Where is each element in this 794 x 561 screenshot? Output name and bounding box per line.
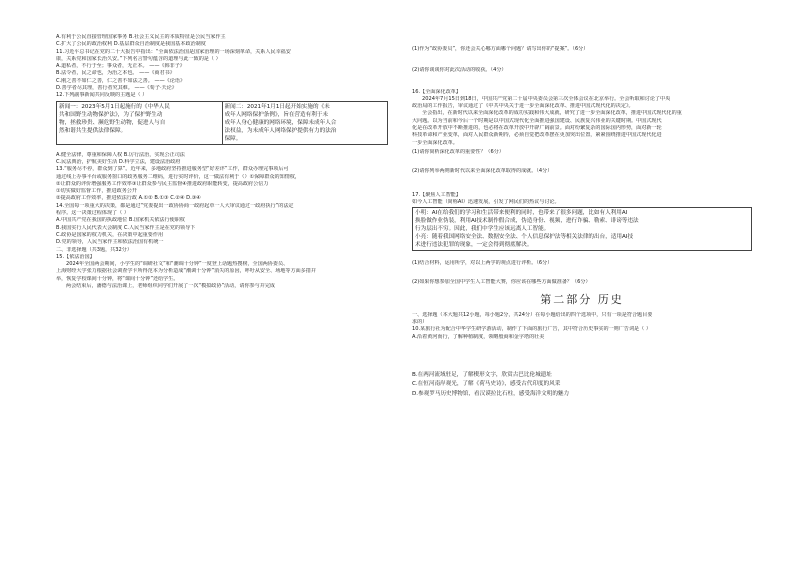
- text-line: C.扩大了公民的政治权利 D.基层群众自治制度是我国基本政治制度: [56, 41, 206, 48]
- text-line: 成年人网络保护条例》，旨在营造有利于未: [224, 111, 328, 118]
- text-line: B.我国实行人民代表大会制度 C.人民当家作主是在党的领导下: [56, 224, 196, 231]
- news-two: [222, 102, 388, 144]
- question-line: (2)如果你想参加全国中学生人工智能大赛，你应该在哪些方面做准备？（6分）: [412, 279, 591, 286]
- text-line: 10.某旅行社为配合中华学生研学游活动，制作了下面的旅行广告，其中符合历史事实的一则广告词是（ ）: [412, 326, 651, 333]
- text-line: 法权益，为未成年人网络保护提供有力的法治: [224, 127, 337, 134]
- text-line: 小明：AI在给我们的学习和生活带来便利的同时，也带来了很多问题，比如有人利用AI: [415, 210, 628, 217]
- text-line: ②提高政府工作效率，推进依法行政 A.①② B.①③ C.②④ D.③④: [56, 195, 201, 202]
- text-line: 13.“服务尽不停，群众到了算”。近年来，多地政府坚持推进服务型“好差评”工作，群众办理完事项后可: [56, 166, 289, 173]
- text-line: D.善学者尽其理，善行者究其难。 ——《荀子·天论》: [56, 85, 177, 92]
- answer-option: D.参观罗马历史博物馆，看汉谟拉比石柱，感受海洋文明的魅力: [412, 390, 570, 397]
- text-line: C.民法典治，护航美好生活 D.科学立法，建设法治政府: [56, 158, 181, 165]
- left-block-b: [56, 152, 388, 261]
- question-line: (1)请你简析深化改革的重要性？（6分）: [412, 148, 504, 155]
- question-line: (1)作为“政协委员”，你还会关心哪方面哪个问题？请写出你的“提案”。（6分）: [412, 46, 589, 52]
- text-line: 求的）: [412, 319, 428, 326]
- text-line: 2024年7月15日到18日，中国共产党第二十届中央委员会第三次全体会议在北京举行。全会听取和讨论了中央: [422, 95, 671, 102]
- text-line: 上海财经大学张力根据社会调查学卡所得范本为分析造成“潮调十分钟”消失的原因，呼吁从安全、场地等方面多措并: [56, 268, 316, 275]
- question-line: (2)请你列举两则新时代以来全面深化改革取得的成就。（4分）: [412, 168, 553, 175]
- text-line: 程序。这一决策过程体现了（ ）: [56, 210, 129, 217]
- right-block-e: [412, 312, 752, 341]
- text-line: A.健全法律，尊重和保障人权 B.厉行法治，实现公正司法: [56, 151, 185, 158]
- text-line: 2024年全国两会期间，小学生的“调研社文”和“潮调十分钟”一度登上话题热搜榜，全国两协委员、: [66, 261, 289, 268]
- text-line: 保障。: [224, 135, 242, 142]
- text-line: 新闻二：2021年1月1日起开始实施的《未: [224, 103, 330, 110]
- text-line: 一步全面深化改革。: [412, 139, 458, 146]
- right-column: [412, 0, 752, 399]
- text-line: 大问题。以为当前和今后一个时期是以中国式现代化全面推进强国建设、民族复兴伟业的关键时期。中国式现代: [412, 117, 662, 124]
- section-heading: 16.【全面深化改革】: [412, 88, 461, 95]
- text-line: 物，拯救珍贵、濒危野生动物，促进人与自: [59, 119, 166, 126]
- left-block-c: [56, 261, 388, 290]
- text-line: C.政协是国家的权力机关，在决策中起重要作用: [56, 231, 164, 238]
- text-line: C.刚之善不如仁之善，仁之善不如法之善。 ——《论语》: [56, 77, 186, 84]
- text-line: A.中国共产党在我国的执政地位 B.国家机关依法行使职权: [56, 217, 185, 224]
- answer-options: [412, 371, 752, 400]
- text-line: 术进行违法犯罪的现象，一定会得到彻底解决。: [415, 242, 533, 249]
- answer-option: C.在恒河南岸观光，了解《荷马史诗》，感受古代印度的风采: [412, 381, 561, 388]
- question-line: (2)请你谈谈你对此次活动的收获。（4分）: [412, 67, 507, 74]
- ai-quote-box: [412, 207, 752, 251]
- text-line: 举，恢复学校课间十分钟，将“课间十分钟”还给学生。: [56, 275, 179, 282]
- text-line: 12.下列副事新闻共同反映的主题是（ ）: [56, 92, 148, 99]
- text-line: 一、选择题（本大题共12小题，每小题2分，共24分）在每小题给出的四个选项中，只有一项是符合题目要: [412, 311, 653, 318]
- text-line: 二、非选择题（共3题，共32分）: [56, 246, 132, 253]
- text-line: 全会指出，在新时代以来全面深化改革的成功实践和伟大成就，研究了进一步全面深化改革，推进中国式现代化的重: [422, 110, 682, 117]
- text-line: ①切实做好监督工作，推进政务公开: [56, 188, 137, 195]
- text-line: 如今人工智能（简称AI）迅速发展，引发了网民们的热议与讨论。: [412, 198, 560, 205]
- text-line: A.道私者，不行于至；事众者，无正本。 ——《韩非子》: [56, 63, 185, 70]
- history-section-title: 第二部分 历史: [540, 292, 624, 306]
- text-line: 共和国野生动物保护法》，为了保护野生动: [59, 111, 163, 118]
- text-line: 康，关系党和国家长治久安。”下列名言警句蕴含的道理与此一致的是（ ）: [56, 55, 221, 62]
- text-line: 15.【依法治国】: [56, 253, 95, 260]
- text-line: 14.全国每一项重大的决策，都是通过“党委提出一政协协商一政府起草一人大审议通过一政府执行”的法定: [56, 202, 294, 209]
- left-column: [56, 0, 388, 290]
- text-line: 成年人身心健康的网络环境，保障未成年人合: [224, 119, 337, 126]
- text-line: B.法令者，民之命也，为治之本也。 ——《商君书》: [56, 70, 175, 77]
- news-table: [56, 101, 388, 145]
- text-line: D.党的领导，人民当家作主和依法治国有机统一: [56, 239, 164, 246]
- text-line: 化是在改革开放中不断推进的，也必将在改革开放中开辟广阔前景。面对纷繁复杂的国际国内形势，面对新一轮: [412, 125, 662, 132]
- text-line: 新闻一：2023年5月1日起施行的《中华人民: [59, 103, 170, 110]
- question-line: (1)结合材料，运用所学，对以上两学的观点进行评析。（6分）: [412, 260, 553, 267]
- answer-option: B.在两河流域驻足，了解楔形文字，欣赏古巴比伦城遗址: [412, 371, 552, 378]
- text-line: A.有利于公民直接管理国家事务 B.社会主义民主的本质特征是公民当家作主: [56, 34, 226, 40]
- text-line: 小亮：随着我国网络安全法、数据安全法、个人信息保护法等相关法律的出台，适用AI技: [415, 234, 634, 241]
- left-block-a: [56, 34, 388, 100]
- text-line: 通过线上办事平台或服务窗口的政务服务二维码，进行实时评价，这一做法有利于（）①保障群众的知情权，: [56, 173, 300, 180]
- text-line: 科技革命和产业变革，面对人民群众新期待，必须自觉把改革摆在更加突出位置，紧紧围绕推进中国式现代化进: [412, 132, 662, 139]
- text-line: ②让群众的评价增强服务工作效率③让群众参与民主监督④推进政府职能转变，提高政府公信力: [56, 180, 269, 187]
- text-line: 然和谐共生提供法律保障。: [59, 127, 127, 134]
- text-line: A.沿着黄河而行，了解种植制度，领略殷商和金字塔的壮美: [412, 333, 545, 340]
- section-heading: 17.【聚焦人工智能】: [412, 191, 461, 198]
- text-line: 11.习近平总书记在党的二十大报告中指出：“全面依法治国是国家治理的一场深刻革命，关系人民幸福安: [56, 48, 291, 55]
- text-line: 政治局的工作报告，审议通过了《中共中央关于进一步全面深化改革、推进中国式现代化的决定》。: [412, 103, 634, 110]
- text-line: 行为层出不穷。因此，我们中学生应该远离人工智能。: [415, 226, 550, 233]
- text-line: 两会结束后，潘德与法治课上，老师组织同学们开展了一次“模拟政协”活动，请你参与并完成: [66, 283, 276, 290]
- news-one: [57, 102, 222, 144]
- right-block-b: [412, 96, 752, 147]
- text-line: 换脸做作业伪装，利用AI技术制作假合成，伪造身份、视频，进行诈骗、勒索、诽谤等违法: [415, 218, 639, 225]
